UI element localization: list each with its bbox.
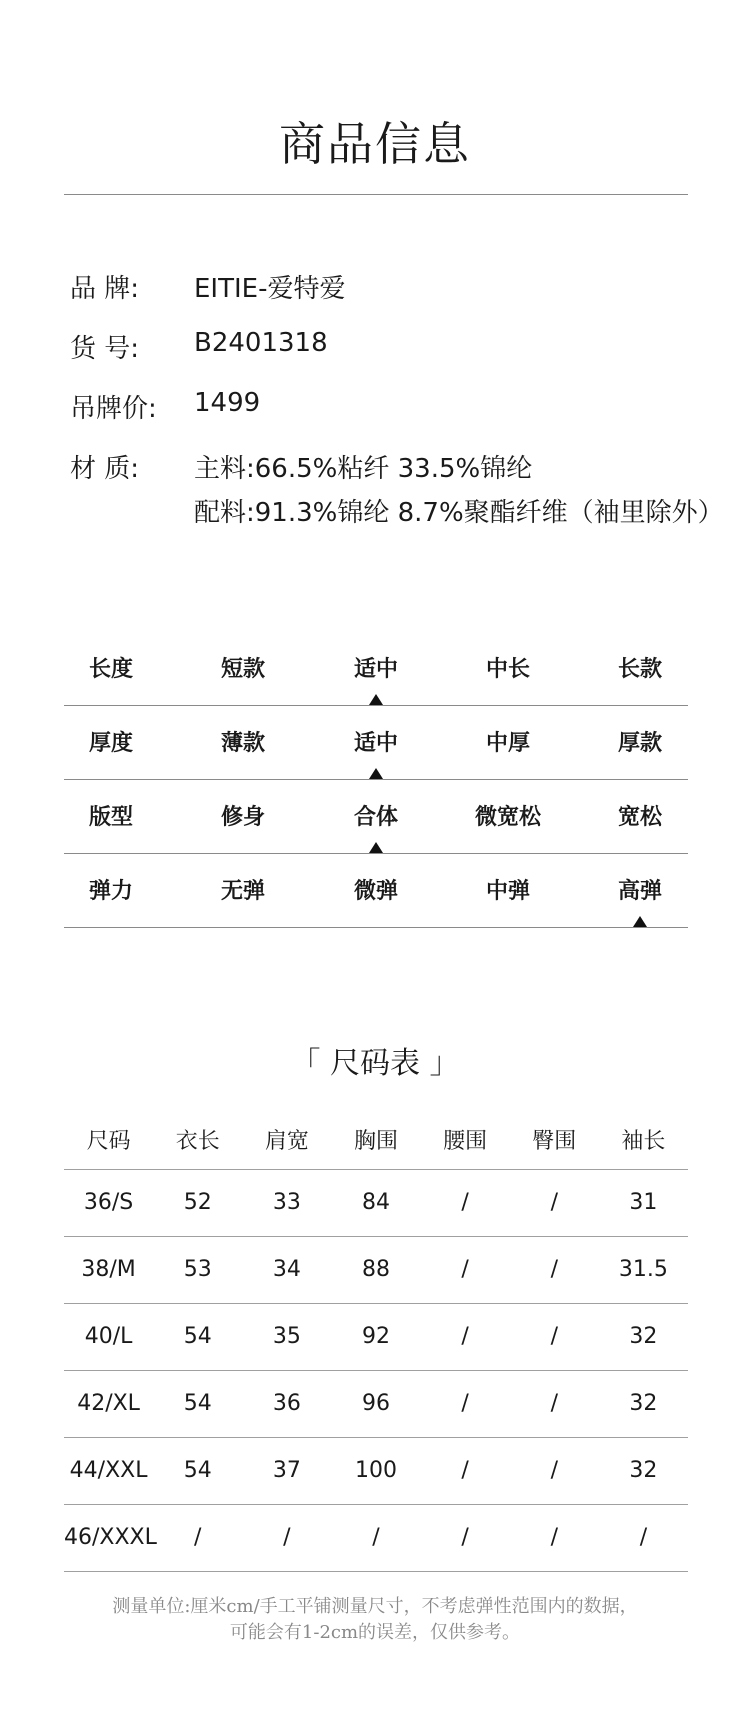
attribute-divider — [64, 853, 688, 854]
table-cell: / — [550, 1257, 558, 1282]
attribute-option: 适中 — [353, 731, 398, 756]
table-cell: 54 — [183, 1458, 212, 1483]
table-cell: / — [550, 1525, 558, 1550]
table-cell: 52 — [183, 1190, 212, 1215]
table-row — [64, 1237, 688, 1304]
footnote-line-1: 测量单位:厘米cm/手工平铺测量尺寸，不考虑弹性范围内的数据， — [112, 1596, 638, 1617]
table-cell: 37 — [272, 1458, 301, 1483]
attribute-option: 短款 — [220, 657, 265, 682]
table-cell: / — [461, 1190, 469, 1215]
table-cell: 33 — [272, 1190, 301, 1215]
table-cell: 36/S — [83, 1190, 134, 1215]
table-cell: 42/XL — [77, 1391, 140, 1416]
table-cell: 31 — [629, 1190, 658, 1215]
table-cell: / — [194, 1525, 202, 1550]
selected-marker-icon — [633, 916, 647, 927]
attribute-row — [64, 708, 688, 780]
price-value: 1499 — [194, 388, 261, 418]
table-cell: / — [283, 1525, 291, 1550]
table-cell: 54 — [183, 1324, 212, 1349]
attribute-name: 长度 — [88, 657, 133, 682]
table-row — [64, 1371, 688, 1438]
attribute-option: 长款 — [617, 657, 662, 682]
attribute-row — [64, 782, 688, 854]
brand-label: 品 牌: — [70, 274, 140, 304]
attribute-row — [64, 634, 688, 706]
table-cell: 38/M — [81, 1257, 136, 1282]
page-title: 商品信息 — [279, 117, 471, 171]
attribute-option: 合体 — [353, 805, 398, 830]
table-cell: / — [639, 1525, 648, 1550]
table-cell: 84 — [361, 1190, 390, 1215]
attribute-option: 无弹 — [220, 879, 265, 904]
table-row — [64, 1505, 688, 1572]
attribute-option: 宽松 — [617, 805, 662, 830]
table-cell: 36 — [272, 1391, 301, 1416]
table-cell: / — [550, 1391, 558, 1416]
attribute-name: 厚度 — [88, 731, 133, 756]
table-row — [64, 1304, 688, 1371]
title-divider — [64, 194, 688, 195]
attribute-option: 薄款 — [220, 731, 265, 756]
table-cell: 92 — [361, 1324, 390, 1349]
table-row — [64, 1170, 688, 1237]
attribute-divider — [64, 705, 688, 706]
table-cell: 32 — [629, 1324, 658, 1349]
size-table — [64, 1110, 688, 1572]
attribute-option: 高弹 — [617, 879, 662, 904]
table-header-cell: 衣长 — [175, 1129, 220, 1154]
footnote-line-2: 可能会有1-2cm的误差，仅供参考。 — [229, 1622, 521, 1643]
table-header-row — [64, 1110, 688, 1170]
table-cell: / — [550, 1190, 558, 1215]
attribute-option: 微宽松 — [474, 805, 541, 830]
attribute-row — [64, 856, 688, 928]
attribute-option: 微弹 — [353, 879, 398, 904]
material-label: 材 质: — [70, 454, 140, 484]
selected-marker-icon — [369, 768, 383, 779]
table-cell: / — [372, 1525, 380, 1550]
table-cell: / — [461, 1257, 469, 1282]
table-cell: 44/XXL — [69, 1458, 148, 1483]
material-main: 主料:66.5%粘纤 33.5%锦纶 — [194, 454, 533, 484]
table-cell: 32 — [629, 1391, 658, 1416]
table-cell: 35 — [272, 1324, 301, 1349]
attribute-option: 中厚 — [485, 731, 530, 756]
table-header-cell: 袖长 — [621, 1129, 666, 1154]
table-cell: / — [461, 1525, 469, 1550]
brand-value: EITIE-爱特爱 — [194, 274, 346, 304]
table-cell: / — [461, 1458, 469, 1483]
attribute-option: 厚款 — [617, 731, 662, 756]
attribute-divider — [64, 779, 688, 780]
size-chart-title: 「 尺码表 」 — [290, 1046, 460, 1081]
table-cell: 31.5 — [618, 1257, 668, 1282]
table-header-cell: 臀围 — [532, 1129, 577, 1154]
attribute-option: 中长 — [485, 657, 530, 682]
table-cell: 53 — [183, 1257, 212, 1282]
sku-value: B2401318 — [194, 328, 328, 358]
table-cell: / — [550, 1324, 558, 1349]
table-cell: 40/L — [84, 1324, 133, 1349]
table-cell: 46/XXXL — [64, 1525, 157, 1550]
table-cell: / — [461, 1324, 469, 1349]
selected-marker-icon — [369, 842, 383, 853]
sku-label: 货 号: — [70, 334, 140, 364]
attribute-option: 适中 — [353, 657, 398, 682]
table-header-cell: 肩宽 — [264, 1129, 309, 1154]
table-cell: 88 — [361, 1257, 390, 1282]
table-cell: 100 — [354, 1458, 397, 1483]
table-header-cell: 胸围 — [353, 1129, 398, 1154]
table-header-cell: 尺码 — [86, 1129, 131, 1154]
table-row — [64, 1438, 688, 1505]
attribute-name: 弹力 — [88, 879, 133, 904]
attribute-option: 修身 — [220, 805, 265, 830]
table-cell: 96 — [361, 1391, 390, 1416]
table-cell: / — [550, 1458, 558, 1483]
table-cell: 32 — [629, 1458, 658, 1483]
table-cell: 34 — [272, 1257, 301, 1282]
attribute-divider — [64, 927, 688, 928]
table-cell: 54 — [183, 1391, 212, 1416]
table-cell: / — [461, 1391, 469, 1416]
price-label: 吊牌价: — [70, 394, 157, 424]
selected-marker-icon — [369, 694, 383, 705]
material-sub: 配料:91.3%锦纶 8.7%聚酯纤维（袖里除外） — [194, 498, 724, 528]
attribute-name: 版型 — [88, 805, 133, 830]
attribute-option: 中弹 — [485, 879, 530, 904]
table-divider — [64, 1571, 688, 1572]
table-header-cell: 腰围 — [443, 1129, 488, 1154]
